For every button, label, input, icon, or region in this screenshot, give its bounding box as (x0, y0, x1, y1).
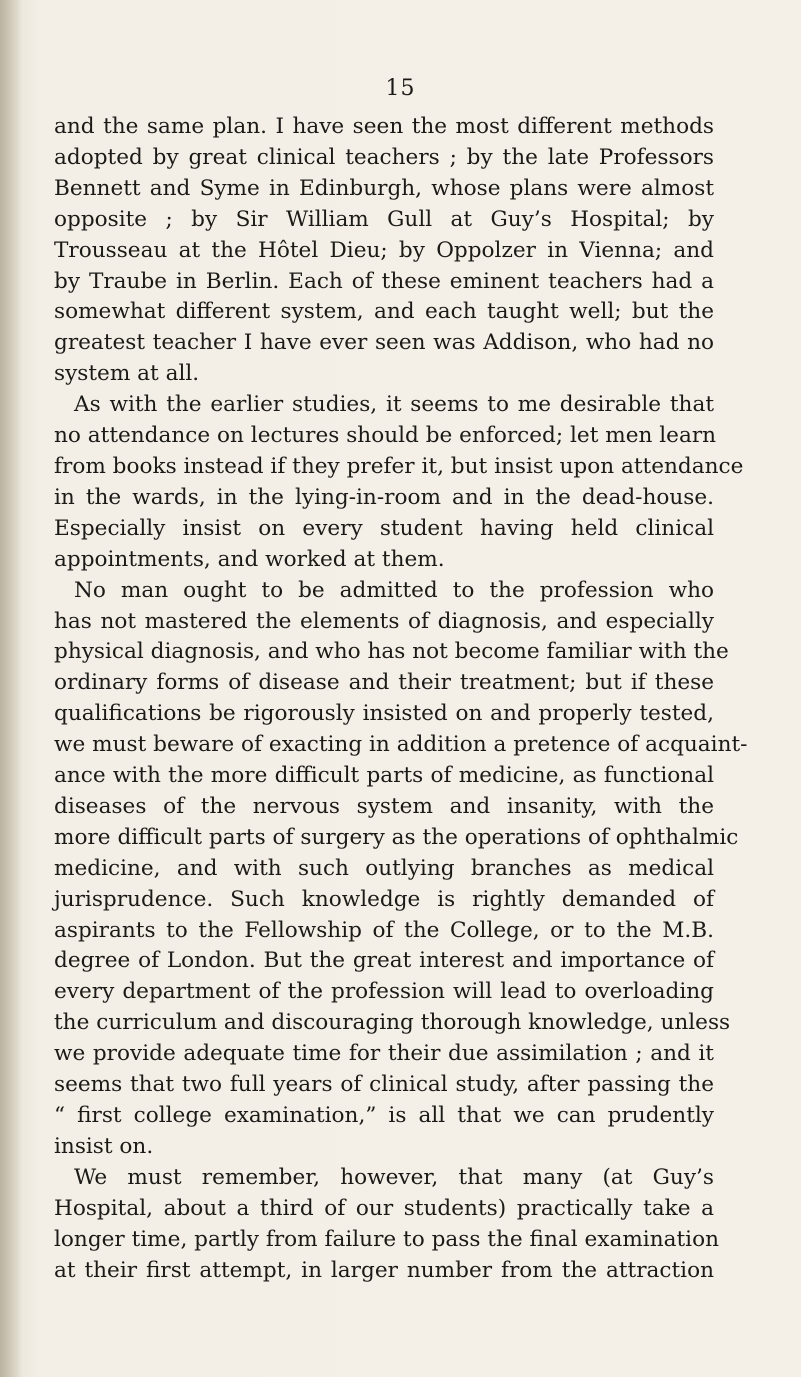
text-line: the curriculum and discouraging thorough knowledge, unless (54, 1010, 731, 1036)
text-line: seems that two full years of clinical study, after passing the (54, 1072, 714, 1098)
text-line: physical diagnosis, and who has not become familiar with the (54, 639, 729, 665)
text-line: greatest teacher I have ever seen was Addison, who had no (54, 330, 714, 356)
text-line: We must remember, however, that many (at Guy’s (74, 1164, 714, 1190)
page-number: 15 (385, 76, 416, 101)
text-line: at their first attempt, in larger number from the attraction (54, 1257, 714, 1283)
paragraph-4 (54, 1163, 719, 1287)
paragraph-2 (54, 390, 744, 575)
text-line: has not mastered the elements of diagnosis, and especially (54, 608, 714, 634)
text-line: diseases of the nervous system and insanity, with the (54, 793, 714, 819)
text-line: degree of London. But the great interest and importance of (54, 948, 714, 974)
text-line: No man ought to be admitted to the profession who (74, 577, 714, 603)
text-line: more difficult parts of surgery as the operations of ophthalmic (54, 824, 739, 850)
text-line: longer time, partly from failure to pass the final examination (54, 1226, 719, 1252)
text-line: we must beware of exacting in addition a pretence of acquaint- (54, 732, 748, 758)
binding-shadow (0, 0, 22, 1377)
text-line: medicine, and with such outlying branches as medical (54, 855, 714, 881)
text-line: Bennett and Syme in Edinburgh, whose plans were almost (54, 175, 714, 201)
text-line: Hospital, about a third of our students) practically take a (54, 1195, 714, 1221)
text-line: we provide adequate time for their due assimilation ; and it (54, 1041, 714, 1067)
text-line: and the same plan. I have seen the most different methods (54, 114, 714, 139)
text-line: qualifications be rigorously insisted on and properly tested, (54, 701, 714, 727)
paragraph-3 (54, 576, 748, 1163)
text-line: Trousseau at the Hôtel Dieu; by Oppolzer in Vienna; and (54, 237, 714, 263)
text-line: in the wards, in the lying-in-room and in the dead-house. (54, 484, 714, 510)
text-line: opposite ; by Sir William Gull at Guy’s Hospital; by (54, 206, 714, 232)
text-line: no attendance on lectures should be enforced; let men learn (54, 423, 717, 449)
text-line: aspirants to the Fellowship of the College, or to the M.B. (54, 917, 714, 943)
text-line: insist on. (54, 1133, 154, 1159)
text-line: adopted by great clinical teachers ; by the late Professors (54, 144, 714, 170)
text-line: somewhat different system, and each taught well; but the (54, 299, 714, 325)
text-line: from books instead if they prefer it, but insist upon attendance (54, 453, 744, 479)
text-line: by Traube in Berlin. Each of these eminent teachers had a (54, 268, 714, 294)
body-text (54, 112, 748, 1286)
text-line: every department of the profession will lead to overloading (54, 979, 714, 1005)
text-line: ance with the more difficult parts of medicine, as functional (54, 763, 714, 789)
text-line: Especially insist on every student having held clinical (54, 515, 714, 541)
text-line: “ first college examination,” is all that we can prudently (54, 1103, 714, 1128)
text-line: appointments, and worked at them. (54, 546, 445, 572)
text-line: As with the earlier studies, it seems to me desirable that (74, 392, 714, 418)
text-line: ordinary forms of disease and their treatment; but if these (54, 670, 714, 696)
paragraph-1 (54, 112, 714, 390)
text-line: jurisprudence. Such knowledge is rightly demanded of (54, 886, 714, 912)
text-line: system at all. (54, 361, 200, 387)
